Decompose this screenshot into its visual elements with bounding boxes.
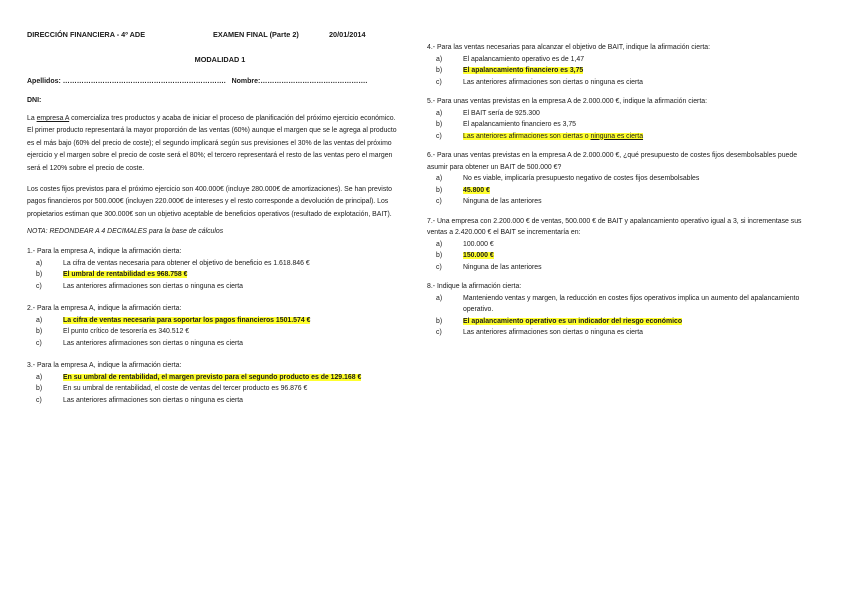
option-label: Las anteriores afirmaciones son ciertas o ninguna es cierta [63,396,244,404]
option-label: Las anteriores afirmaciones son ciertas o ninguna es cierta [463,78,644,86]
course-title: DIRECCIÓN FINANCIERA - 4º ADE [27,30,146,39]
question-title: 8.- Indique la afirmación cierta: [427,283,522,290]
question-title: 7.- Una empresa con 2.200.000 € de ventas, 500.000 € de BAIT y apalancamiento operativo igual a 3, si incrementase sus ventas a 2.420.000 € el BAIT se incrementaría en: [427,217,802,236]
option-label: Las anteriores afirmaciones son ciertas o ninguna es cierta [63,282,244,290]
option-label: Las anteriores afirmaciones son ciertas o ninguna es cierta [63,339,244,347]
option-label: El apalancamiento financiero es 3,75 [463,121,577,128]
option-letter: a) [36,259,43,267]
answer-option [427,185,807,197]
question-title: 4.- Para las ventas necesarias para alcanzar el objetivo de BAIT, indique la afirmación cierta: [427,44,711,51]
option-text [453,185,807,197]
option-letter: c) [36,282,42,290]
answer-option [27,326,399,338]
answer-option [427,239,807,251]
surname-field: Apellidos: ……………………………………………………………. [27,78,226,85]
option-text-part: Las anteriores afirmaciones son ciertas o [463,132,591,140]
option-text [453,119,807,131]
intro-text: La [27,115,37,122]
right-questions [427,42,807,339]
question-title: 2.- Para la empresa A, indique la afirmación cierta: [27,305,182,313]
option-label: 100.000 € [463,240,494,248]
option-text [53,281,399,293]
intro-paragraph-2: Los costes fijos previstos para el próximo ejercicio son 400.000€ (incluye 280.000€ de amortizaciones). Se han previsto pagos financieros por 500.000€ (incluyen 220.000€ de intereses y el resto corresponde a devolución de principal). Los propietarios estiman que 300.000€ son un objetivo aceptable de beneficios operativos (resultado de explotación, BAIT). [27,186,393,218]
option-letter: c) [436,78,442,86]
left-column [27,30,399,406]
option-label: Manteniendo ventas y margen, la reducción en costes fijos operativos implica un aumento del apalancamiento operativo. [463,294,800,313]
option-text [453,173,807,185]
option-letter: b) [436,67,443,74]
question-questions_right-3 [427,216,807,274]
answer-option [27,383,399,395]
option-text [53,258,399,270]
option-text [453,77,807,89]
name-field: Nombre:………………………………………. [231,78,368,85]
question-questions_left-2 [27,360,399,406]
answer-option [427,327,807,339]
answer-option [27,338,399,350]
exam-date: 20/01/2014 [329,30,366,39]
option-letter: b) [36,271,43,279]
option-text [453,65,807,77]
option-label: El apalancamiento operativo es de 1,47 [463,55,585,63]
answer-option [27,258,399,270]
option-text [453,262,807,274]
question-questions_left-0 [27,246,399,292]
option-label: El BAIT sería de 925.300 [463,109,540,117]
option-text [453,250,807,262]
option-letter: a) [436,55,443,63]
intro-paragraph-1 [27,113,399,175]
option-text [453,108,807,120]
highlighted-answer: En su umbral de rentabilidad, el margen previsto para el segundo producto es de 129.168 € [63,373,362,381]
option-text [453,316,807,328]
option-label: Las anteriores afirmaciones son ciertas o ninguna es cierta [463,329,644,336]
answer-option [427,77,807,89]
answer-option [27,395,399,407]
question-title: 5.- Para unas ventas previstas en la empresa A de 2.000.000 €, indique la afirmación cierta: [427,98,708,105]
left-questions [27,246,399,406]
highlighted-answer: La cifra de ventas necesaria para soportar los pagos financieros 1501.574 € [63,316,311,324]
option-text [453,54,807,66]
highlighted-answer: El apalancamiento financiero es 3,75 [463,67,584,74]
option-label: Ninguna de las anteriores [463,198,542,205]
option-label: No es viable, implicaría presupuesto negativo de costes fijos desembolsables [463,175,700,182]
answer-option [27,372,399,384]
answer-option [427,293,807,316]
answer-option [427,316,807,328]
company-name: empresa A [36,115,70,122]
option-letter: a) [436,240,443,248]
answer-option [427,262,807,274]
option-text-underlined: ninguna es cierta [590,132,644,140]
option-label: La cifra de ventas necesaria para obtener el objetivo de beneficio es 1.618.846 € [63,259,310,267]
answer-option [427,119,807,131]
answer-option [427,54,807,66]
right-column [427,42,807,339]
answer-option [427,250,807,262]
answer-option [427,108,807,120]
option-letter: a) [36,316,43,324]
option-letter: b) [436,317,443,325]
question-questions_right-1 [427,96,807,142]
modalidad-title: MODALIDAD 1 [194,55,246,64]
student-line [27,78,399,85]
option-letter: b) [36,385,43,393]
option-letter: a) [436,175,443,182]
option-letter: c) [36,339,42,347]
option-letter: a) [36,373,43,381]
option-label: Ninguna de las anteriores [463,263,542,271]
option-letter: a) [436,294,443,302]
highlighted-answer: El apalancamiento operativo es un indicador del riesgo económico [463,317,683,325]
highlighted-answer: 45.800 € [463,186,490,194]
question-questions_left-1 [27,303,399,349]
option-text [53,326,399,338]
option-letter: c) [436,198,442,205]
option-label: En su umbral de rentabilidad, el coste de ventas del tercer producto es 96.876 € [63,385,308,393]
highlighted-answer: El umbral de rentabilidad es 968.758 € [63,271,188,279]
option-letter: b) [436,186,443,194]
answer-option [427,196,807,208]
answer-option [427,173,807,185]
option-text [53,372,399,384]
question-title: 1.- Para la empresa A, indique la afirmación cierta: [27,248,182,256]
option-text [453,131,807,143]
question-title: 3.- Para la empresa A, indique la afirmación cierta: [27,362,182,370]
exam-title: EXAMEN FINAL (Parte 2) [213,30,299,39]
option-label: El punto crítico de tesorería es 340.512 € [63,328,190,336]
question-questions_right-4 [427,281,807,339]
highlighted-answer: 150.000 € [463,252,494,259]
answer-option [27,315,399,327]
answer-option [427,65,807,77]
dni-field: DNI: [27,97,42,104]
option-letter: a) [436,109,443,117]
option-text [453,327,807,339]
option-text [53,395,399,407]
option-text [53,315,399,327]
option-text [53,338,399,350]
exam-header [27,30,399,39]
question-title: 6.- Para unas ventas previstas en la empresa A de 2.000.000 €, ¿qué presupuesto de costes fijos desembolsables puede asumir para obtener un BAIT de 500.000 €? [427,152,798,171]
option-letter: c) [436,132,442,140]
option-text [53,383,399,395]
option-letter: c) [36,396,42,404]
answer-option [27,281,399,293]
rounding-note: NOTA: REDONDEAR A 4 DECIMALES para la base de cálculos [27,228,224,236]
option-letter: c) [436,329,442,336]
question-questions_right-0 [427,42,807,88]
answer-option [27,269,399,281]
option-text [453,293,807,316]
question-questions_right-2 [427,150,807,208]
option-letter: b) [36,328,43,336]
option-text [453,196,807,208]
option-letter: b) [436,121,443,128]
option-text [53,269,399,281]
answer-option [427,131,807,143]
option-text [453,239,807,251]
option-letter: c) [436,263,442,271]
intro-text: comercializa tres productos y acaba de iniciar el proceso de planificación del próximo ejercicio económico. El primer producto representará la mayor proporción de las ventas (60%) aunque el margen que se le agrega al producto es el más bajo (60% del precio de coste); el segundo implicará según sus previsiones el 30% de las ventas del próximo ejercicio y el margen sobre el precio de coste será el 80%; el tercero representará el resto de las ventas pero el margen será el 120% sobre el precio de coste. [27,115,397,172]
option-letter: b) [436,252,443,259]
